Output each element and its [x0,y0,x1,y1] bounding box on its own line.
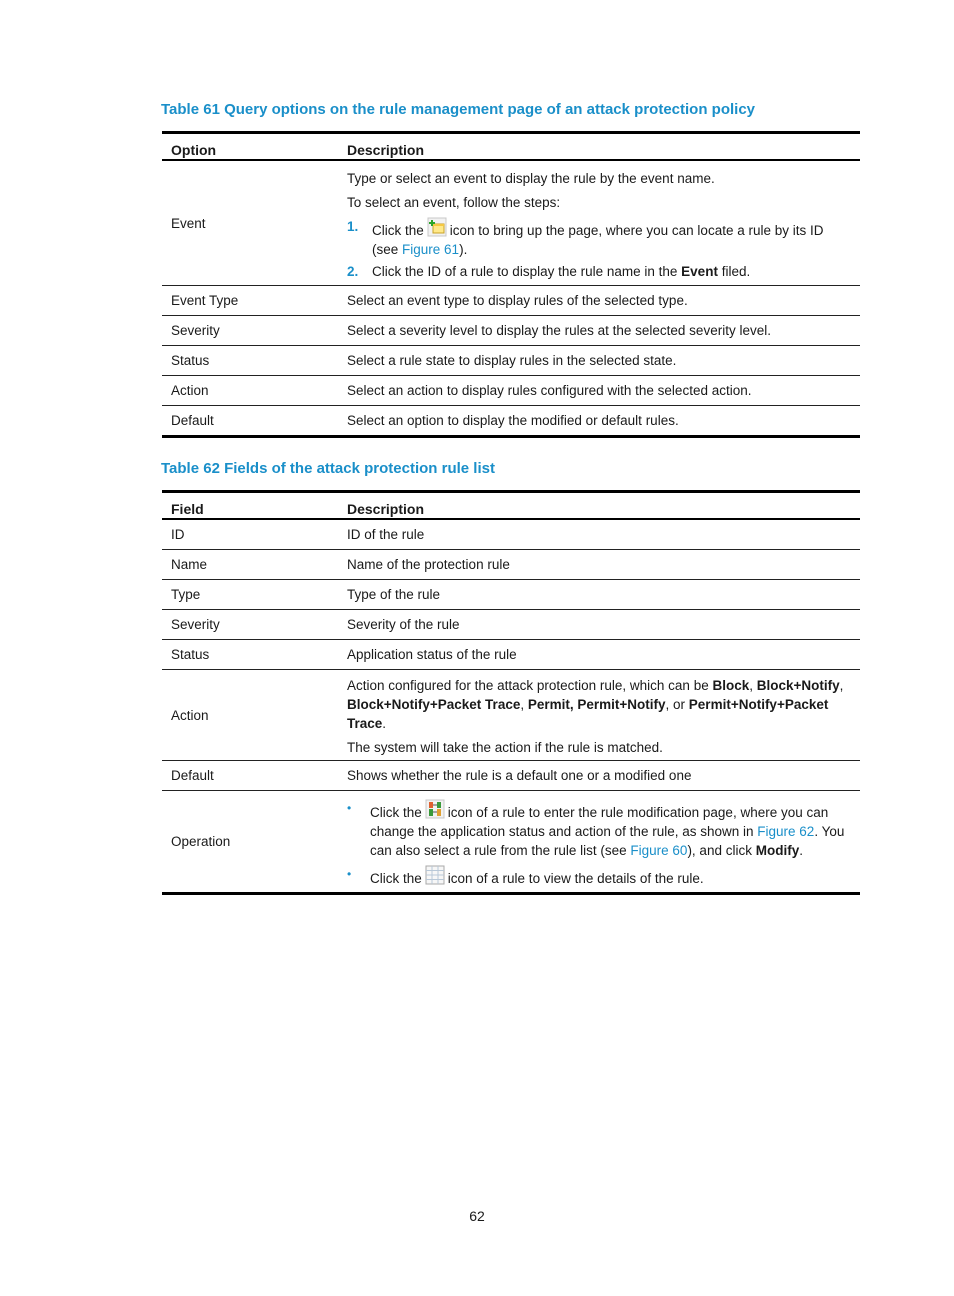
event-step-2 [347,262,851,281]
add-event-icon[interactable] [427,217,447,237]
description-cell: Select an option to display the modified or default rules. [338,406,860,437]
operation-bullet-list [347,799,851,888]
description-cell: ID of the rule [338,519,860,550]
table62-caption: Table 62 Fields of the attack protection rule list [161,460,495,477]
step-text: Click the ID of a rule to display the rule name in the Event filed. [372,264,751,279]
option-cell: Event [162,160,338,286]
figure-60-link[interactable]: Figure 60 [630,843,688,858]
description-cell [338,791,860,894]
option-cell: Status [162,346,338,376]
event-step-1 [347,217,851,259]
page-number: 62 [469,1208,485,1224]
column-header-field: Field [162,492,338,520]
description-cell: Severity of the rule [338,610,860,640]
option-cell: Event Type [162,286,338,316]
bullet-icon: • [347,867,352,881]
table-row-action [162,670,860,761]
table-row [162,580,860,610]
description-cell: Select an event type to display rules of the selected type. [338,286,860,316]
table-row [162,286,860,316]
table-row [162,761,860,791]
figure-61-link[interactable]: Figure 61 [402,242,460,257]
column-header-description: Description [338,133,860,161]
description-cell: Shows whether the rule is a default one or a modified one [338,761,860,791]
description-cell [338,670,860,761]
table-row [162,519,860,550]
option-cell: Action [162,376,338,406]
event-desc-line2: To select an event, follow the steps: [347,195,561,210]
bullet-text: Click the icon of a rule to enter the rule modification page, where you can change the application status and action of the rule, as shown in Figure 62. You can also select a rule from the rule list (see Figure 60), and click Modify. [370,799,851,860]
figure-62-link[interactable]: Figure 62 [757,824,815,839]
table-row [162,346,860,376]
table-row [162,316,860,346]
list-item [347,799,851,860]
option-cell: Default [162,406,338,437]
table-row [162,550,860,580]
field-cell: Name [162,550,338,580]
description-cell: Name of the protection rule [338,550,860,580]
list-item [347,865,851,888]
table61-caption: Table 61 Query options on the rule management page of an attack protection policy [161,101,756,118]
description-cell: Select an action to display rules configured with the selected action. [338,376,860,406]
field-cell: Status [162,640,338,670]
table-header-row [162,133,860,161]
field-cell: Action [162,670,338,761]
field-cell: Type [162,580,338,610]
field-cell: Operation [162,791,338,894]
description-cell: Application status of the rule [338,640,860,670]
step-text: Click the icon to bring up the page, where you can locate a rule by its ID (see Figure 61). [372,217,851,259]
step-number: 2. [347,264,359,279]
field-cell: ID [162,519,338,550]
description-cell: Type of the rule [338,580,860,610]
table-row-event [162,160,860,286]
rule-list-fields-table [162,490,860,895]
table-header-row [162,492,860,520]
table-row [162,610,860,640]
action-desc-para1: Action configured for the attack protection rule, which can be Block, Block+Notify, Block+Notify+Packet Trace, Permit, Permit+Notify, or Permit+Notify+Packet Trace. [347,678,844,731]
description-cell: Select a rule state to display rules in the selected state. [338,346,860,376]
table-row [162,640,860,670]
action-desc-para2: The system will take the action if the rule is matched. [347,740,663,755]
details-grid-icon[interactable] [425,865,445,885]
description-cell [338,160,860,286]
modify-rule-icon[interactable] [425,799,445,819]
table-row [162,406,860,437]
option-cell: Severity [162,316,338,346]
event-desc-line1: Type or select an event to display the rule by the event name. [347,171,715,186]
description-cell: Select a severity level to display the rules at the selected severity level. [338,316,860,346]
field-cell: Severity [162,610,338,640]
column-header-option: Option [162,133,338,161]
bullet-icon: • [347,801,352,815]
field-cell: Default [162,761,338,791]
step-number: 1. [347,219,359,234]
query-options-table [162,131,860,438]
table-row-operation [162,791,860,894]
bullet-text: Click the icon of a rule to view the details of the rule. [370,865,851,888]
column-header-description: Description [338,492,860,520]
table-row [162,376,860,406]
